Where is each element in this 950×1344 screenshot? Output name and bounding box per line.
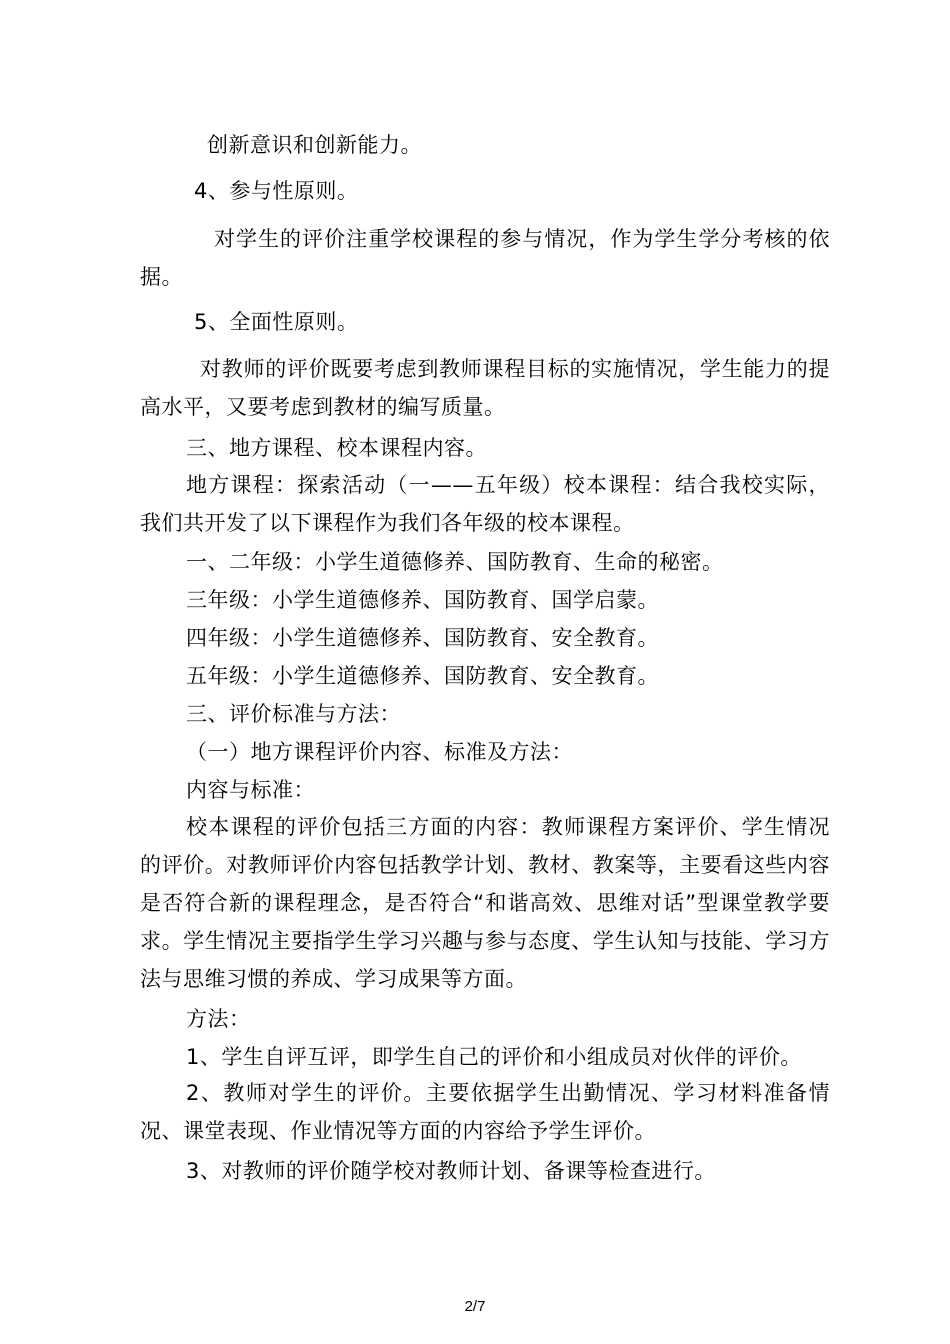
- list-item: 1、学生自评互评，即学生自己的评价和小组成员对伙伴的评价。: [186, 1045, 802, 1069]
- paragraph: 五年级：小学生道德修养、国防教育、安全教育。: [186, 664, 659, 688]
- list-item: 2、教师对学生的评价。主要依据学生出勤情况、学习材料准备情况、课堂表现、作业情况等方面的内容给予学生评价。: [140, 1081, 830, 1143]
- list-item: 3、对教师的评价随学校对教师计划、备课等检查进行。: [186, 1159, 716, 1183]
- section-heading: 4、参与性原则。: [194, 179, 359, 203]
- paragraph: 三年级：小学生道德修养、国防教育、国学启蒙。: [186, 588, 659, 612]
- subsection-heading: 内容与标准：: [186, 778, 315, 802]
- paragraph: 一、二年级：小学生道德修养、国防教育、生命的秘密。: [186, 550, 724, 574]
- subsection-heading: （一）地方课程评价内容、标准及方法：: [186, 740, 573, 764]
- section-heading: 三、评价标准与方法：: [186, 702, 401, 726]
- paragraph: 四年级：小学生道德修养、国防教育、安全教育。: [186, 626, 659, 650]
- paragraph: 创新意识和创新能力。: [207, 133, 422, 157]
- paragraph: 校本课程的评价包括三方面的内容：教师课程方案评价、学生情况的评价。对教师评价内容包括教学计划、教材、教案等，主要看这些内容是否符合新的课程理念，是否符合“和谐高效、思维对话”型课堂教学要求。学生情况主要指学生学习兴趣与参与态度、学生认知与技能、学习方法与思维习惯的养成、学习成果等方面。: [140, 815, 830, 991]
- section-heading: 5、全面性原则。: [194, 310, 359, 334]
- page-number: 2/7: [464, 1298, 486, 1315]
- section-heading: 三、地方课程、校本课程内容。: [186, 436, 487, 460]
- paragraph: 对教师的评价既要考虑到教师课程目标的实施情况，学生能力的提高水平，又要考虑到教材的编写质量。: [140, 357, 830, 419]
- paragraph: 地方课程：探索活动（一——五年级）校本课程：结合我校实际，我们共开发了以下课程作为我们各年级的校本课程。: [140, 473, 830, 535]
- paragraph: 对学生的评价注重学校课程的参与情况，作为学生学分考核的依据。: [140, 227, 830, 289]
- subsection-heading: 方法：: [186, 1007, 251, 1031]
